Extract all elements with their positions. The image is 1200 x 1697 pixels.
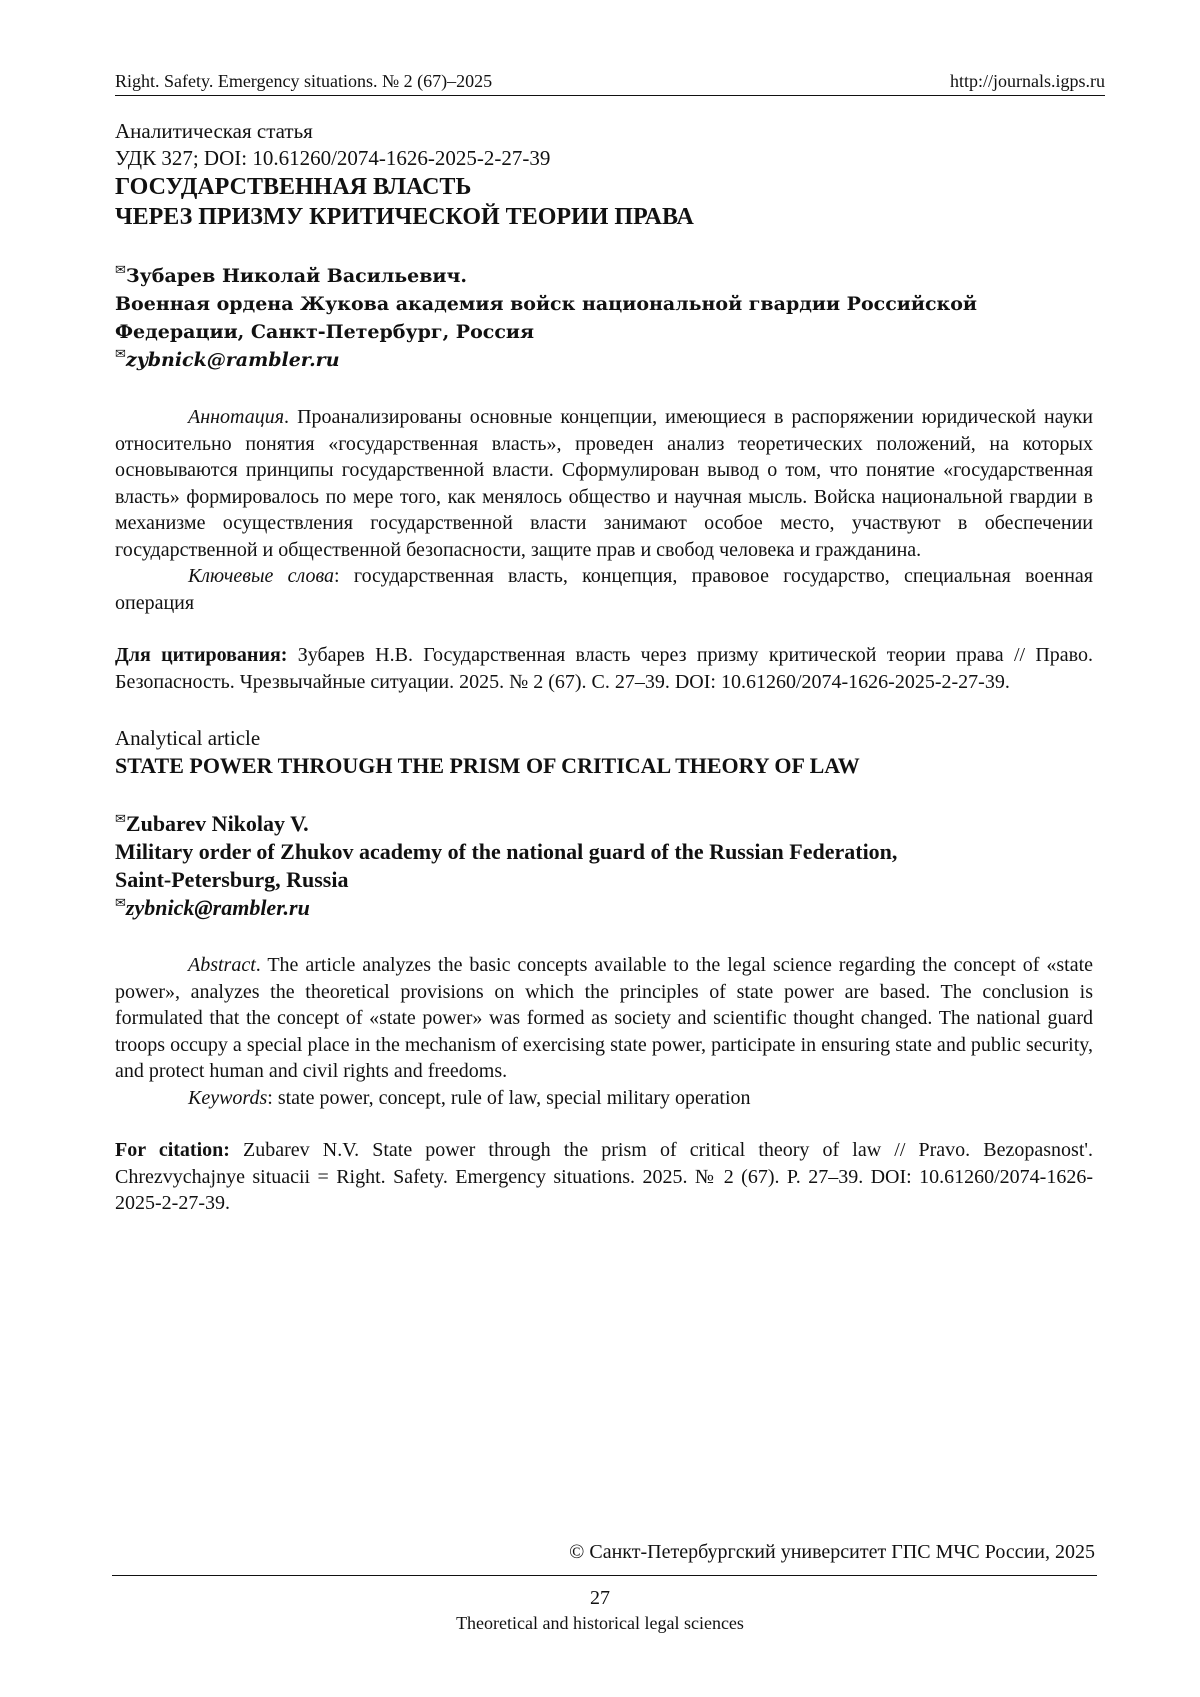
abstract-label-en: Abstract [188,954,256,976]
copyright: © Санкт-Петербургский университет ГПС МЧС России, 2025 [569,1541,1095,1563]
author-ru [115,262,1093,290]
keywords-ru [115,563,1093,616]
affiliation-en-line1: Military order of Zhukov academy of the national guard of the Russian Federation, [115,839,898,864]
email-link-en[interactable]: zybnick@rambler.ru [125,895,310,920]
abstract-ru [115,404,1093,563]
journal-url[interactable]: http://journals.igps.ru [950,71,1105,91]
journal-name: Right. Safety. Emergency situations. № 2 (67)–2025 [115,71,493,91]
abstract-label-ru: Аннотация [188,406,285,428]
footer-divider [112,1575,1097,1576]
keywords-text-en: : state power, concept, rule of law, special military operation [267,1086,751,1109]
title-ru-line2: ЧЕРЕЗ ПРИЗМУ КРИТИЧЕСКОЙ ТЕОРИИ ПРАВА [115,204,694,230]
keywords-label-en: Keywords [188,1086,268,1109]
citation-text-ru: Зубарев Н.В. Государственная власть через призму критической теории права // Право. Безопасность. Чрезвычайные ситуации. 2025. № 2 (67). С. 27–39. DOI: 10.61260/2074-1626-2025-2-27-39. [115,644,1093,693]
envelope-icon: ✉ [115,263,126,278]
section-name: Theoretical and historical legal sciences [456,1613,744,1633]
citation-label-en: For citation: [115,1139,230,1161]
title-ru-line1: ГОСУДАРСТВЕННАЯ ВЛАСТЬ [115,174,472,200]
affiliation-ru-line2: Федерации, Санкт-Петербург, Россия [115,321,535,343]
email-ru [115,346,1093,374]
page-number: 27 [590,1587,610,1609]
article-content [115,118,1093,1217]
author-name-en: Zubarev Nikolay V. [125,811,309,836]
title-en: STATE POWER THROUGH THE PRISM OF CRITICAL THEORY OF LAW [115,753,860,778]
abstract-en [115,952,1093,1085]
abstract-text-en: . The article analyzes the basic concepts available to the legal science regarding the concept of «state power», analyzes the theoretical provisions on which the principles of state power are based. The conclusion is formulated that the concept of «state power» was formed as society and scientific thought changed. The national guard troops occupy a special place in the mechanism of exercising state power, participate in ensuring state and public security, and protect human and civil rights and freedoms. [115,954,1093,1082]
envelope-icon: ✉ [115,811,126,826]
affiliation-ru-line1: Военная ордена Жукова академия войск национальной гвардии Российской [115,293,978,315]
article-type-en: Analytical article [115,726,261,750]
article-type-ru: Аналитическая статья [115,119,313,143]
abstract-text-ru: . Проанализированы основные концепции, имеющиеся в распоряжении юридической науки относительно понятия «государственная власть», проведен анализ теоретических положений, на которых основываются принципы государственной власти. Сформулирован вывод о том, что понятие «государственная власть» формировалось по мере того, как менялось общество и научная мысль. Войска национальной гвардии в механизме осуществления государственной власти занимают особое место, участвуют в обеспечении государственной и общественной безопасности, защите прав и свобод человека и гражданина. [115,406,1093,561]
citation-en [115,1137,1093,1217]
citation-ru [115,642,1093,695]
udk-doi: УДК 327; DOI: 10.61260/2074-1626-2025-2-27-39 [115,146,551,170]
citation-text-en: Zubarev N.V. State power through the prism of critical theory of law // Pravo. Bezopasnost'. Chrezvychajnye situacii = Right. Safety. Emergency situations. 2025. № 2 (67). P. 27–39. DOI: 10.61260/2074-1626-2025-2-27-39. [115,1139,1093,1214]
header-divider [115,95,1105,96]
author-name-ru: Зубарев Николай Васильевич. [125,265,468,287]
envelope-icon: ✉ [115,895,126,910]
author-en [115,810,1093,838]
affiliation-en-line2: Saint-Petersburg, Russia [115,867,349,892]
keywords-en [115,1085,1093,1112]
keywords-text-ru: : государственная власть, концепция, правовое государство, специальная военная операция [115,565,1094,614]
envelope-icon: ✉ [115,347,126,362]
citation-label-ru: Для цитирования: [115,644,288,666]
keywords-label-ru: Ключевые слова [188,565,335,587]
email-en [115,894,1093,922]
email-link-ru[interactable]: zybnick@rambler.ru [125,349,340,371]
